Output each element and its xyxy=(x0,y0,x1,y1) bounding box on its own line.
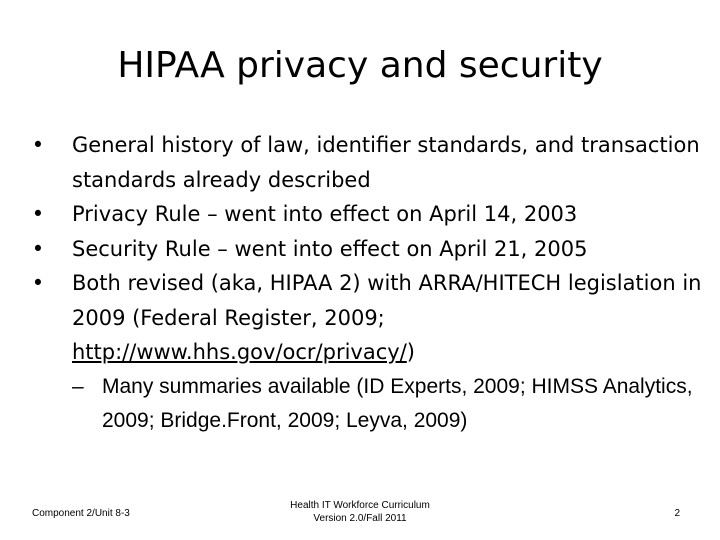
bullet-item xyxy=(24,266,704,370)
bullet-marker: • xyxy=(31,202,45,226)
bullet-text: General history of law, identifier standards, and transaction standards already described xyxy=(72,133,700,192)
bullet-text: Both revised (aka, HIPAA 2) with ARRA/HITECH legislation in 2009 (Federal Register, 2009; xyxy=(72,271,702,330)
footer-component-label: Component 2/Unit 8-3 xyxy=(32,508,130,519)
bullet-item xyxy=(24,197,704,232)
bullet-text: Privacy Rule – went into effect on April 14, 2003 xyxy=(72,202,578,226)
bullet-marker: • xyxy=(31,271,45,295)
bullet-item xyxy=(24,232,704,267)
bullet-marker: • xyxy=(31,133,45,157)
bullet-text-closing: ) xyxy=(406,340,415,364)
sub-bullet-marker: – xyxy=(72,374,84,398)
sub-bullet-item xyxy=(24,370,704,439)
bullet-text: Security Rule – went into effect on April 21, 2005 xyxy=(72,236,588,261)
page-number: 2 xyxy=(674,508,680,519)
bullet-item xyxy=(24,128,704,197)
sub-bullet-text: Many summaries available (ID Experts, 2009; HIMSS Analytics, 2009; Bridge.Front, 2009; Leyva, 2009) xyxy=(102,374,693,432)
slide-title: HIPAA privacy and security xyxy=(117,45,603,86)
hhs-privacy-link[interactable]: http://www.hhs.gov/ocr/privacy/ xyxy=(72,340,407,364)
bullet-marker: • xyxy=(31,236,45,261)
bullet-list xyxy=(24,128,704,439)
footer-curriculum-line2: Version 2.0/Fall 2011 xyxy=(313,513,407,524)
footer-curriculum-line1: Health IT Workforce Curriculum xyxy=(290,500,430,511)
footer-curriculum xyxy=(260,499,460,525)
